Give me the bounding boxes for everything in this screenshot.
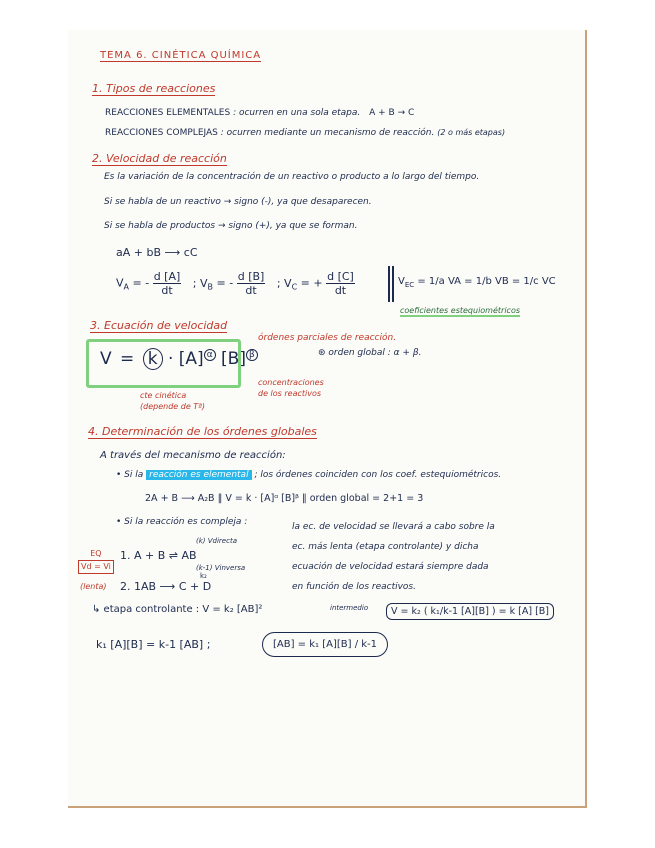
complex-line-1: la ec. de velocidad se llevará a cabo sobre la [292, 522, 495, 532]
intermediate-label: intermedio [330, 604, 369, 612]
va-den: dt [161, 284, 173, 297]
complex-line-4: en función de los reactivos. [292, 582, 416, 592]
product-sign-note: Si se habla de productos → signo (+), ya que se forman. [104, 221, 358, 231]
vc-sub: C [291, 282, 298, 292]
complex-line [105, 128, 505, 138]
vc-den: dt [334, 284, 347, 297]
conc-a: [A] [178, 349, 204, 369]
vec-sub: EC [404, 281, 415, 289]
slow-label: (lenta) [80, 582, 107, 591]
conc-note-2: de los reactivos [258, 389, 322, 398]
step1-bottom-label: (k-1) Vinversa [196, 564, 246, 572]
elemental-equation: A + B → C [369, 108, 415, 118]
elemental-example: 2A + B ⟶ A₂B ‖ V = k · [A]ᵅ [B]ᵝ ‖ orden global = 2+1 = 3 [145, 493, 424, 504]
bullet-elemental-post: ; los órdenes coinciden con los coef. estequiométricos. [254, 470, 502, 480]
elemental-line [105, 108, 414, 118]
complex-line-2: ec. más lenta (etapa controlante) y dicha [292, 542, 479, 552]
vc-num: d [C] [327, 270, 354, 283]
vb-num: d [B] [237, 270, 265, 283]
va-num: d [A] [153, 270, 181, 283]
rate-dot: · [167, 349, 174, 369]
rate-equals: = [120, 349, 135, 369]
conc-note [258, 377, 324, 399]
vb-fraction [237, 270, 266, 297]
elemental-label: REACCIONES ELEMENTALES [105, 108, 231, 118]
complex-explanation [292, 517, 495, 597]
section-3-heading: 3. Ecuación de velocidad [90, 319, 228, 332]
section-1-heading: 1. Tipos de reacciones [92, 82, 216, 95]
step1-equation: 1. A + B ⇌ AB [120, 549, 197, 562]
vec-expression [398, 276, 556, 289]
vec-eq: = 1/a V [417, 276, 455, 287]
general-reaction: aA + bB ⟶ cC [116, 246, 198, 259]
double-bar-right [392, 266, 394, 302]
rate-expressions [116, 270, 355, 297]
k-note-2: (depende de Tª) [140, 402, 206, 411]
velocity-definition: Es la variación de la concentración de un reactivo o producto a lo largo del tiempo. [104, 172, 480, 182]
complex-text: : ocurren mediante un mecanismo de reacción. [220, 128, 435, 138]
step1-top-label: (k) Vdirecta [196, 537, 237, 545]
conc-note-1: concentraciones [258, 378, 324, 387]
vb-symbol: ; V [192, 276, 208, 290]
ab-expression: [AB] = k₁ [A][B] / k-1 [262, 632, 388, 657]
double-bar-left [388, 266, 390, 302]
vb-den: dt [245, 284, 257, 297]
controlling-step: ↳ etapa controlante : V = k₂ [AB]² [92, 604, 263, 615]
va-sign: = - [132, 276, 150, 290]
complex-note: (2 o más etapas) [437, 128, 506, 137]
vc-sign: = + [300, 276, 323, 290]
vd-vi-label: Vd = Vi [78, 560, 114, 574]
bullet-complex: • Si la reacción es compleja : [116, 517, 248, 527]
vb-sub: B [207, 282, 214, 292]
section-4-heading: 4. Determinación de los órdenes globales [88, 425, 317, 438]
rate-equation [100, 348, 258, 370]
page-title: TEMA 6. CINÉTICA QUÍMICA [100, 50, 262, 61]
k-note [140, 390, 205, 412]
step2-k: k₂ [200, 572, 207, 580]
va-symbol: V [116, 276, 124, 290]
vc-symbol: ; V [276, 276, 292, 290]
bullet-elemental-pre: • Si la [116, 470, 144, 480]
vb-sign: = - [216, 276, 234, 290]
elemental-text: : ocurren en una sola etapa. [233, 108, 361, 118]
conc-b: [B] [221, 349, 246, 369]
final-rate-equation: V = k₂ ( k₁/k-1 [A][B] ) = k [A] [B] [386, 603, 554, 620]
equilibrium-box [78, 548, 114, 574]
bullet-elemental [116, 470, 501, 480]
vec-rest: A = 1/b VB = 1/c VC [454, 276, 556, 287]
step2-equation: 2. 1AB ⟶ C + D [120, 580, 212, 593]
order-beta: β [246, 349, 258, 361]
global-order-note: ⊛ orden global : α + β. [318, 348, 422, 358]
complex-line-3: ecuación de velocidad estará siempre dada [292, 562, 489, 572]
notebook-page [68, 30, 587, 808]
order-alpha: α [204, 349, 216, 361]
complex-label: REACCIONES COMPLEJAS [105, 128, 218, 138]
reactant-sign-note: Si se habla de un reactivo → signo (-), ya que desaparecen. [104, 197, 372, 207]
section-4-intro: A través del mecanismo de reacción: [100, 450, 286, 461]
va-sub: A [123, 282, 130, 292]
rate-v: V [100, 349, 112, 369]
rate-constant-k: k [143, 348, 163, 370]
va-fraction [153, 270, 182, 297]
equilibrium-equation: k₁ [A][B] = k-1 [AB] ; [96, 638, 211, 651]
coefficients-note: coeficientes estequiométricos [400, 306, 521, 315]
eq-label: EQ [90, 549, 102, 558]
section-2-heading: 2. Velocidad de reacción [92, 152, 227, 165]
elemental-highlight: reacción es elemental [146, 470, 251, 480]
k-note-1: cte cinética [140, 391, 187, 400]
partial-orders-note: órdenes parciales de reacción. [258, 333, 397, 343]
vec-symbol: V [398, 276, 405, 287]
vc-fraction [326, 270, 355, 297]
